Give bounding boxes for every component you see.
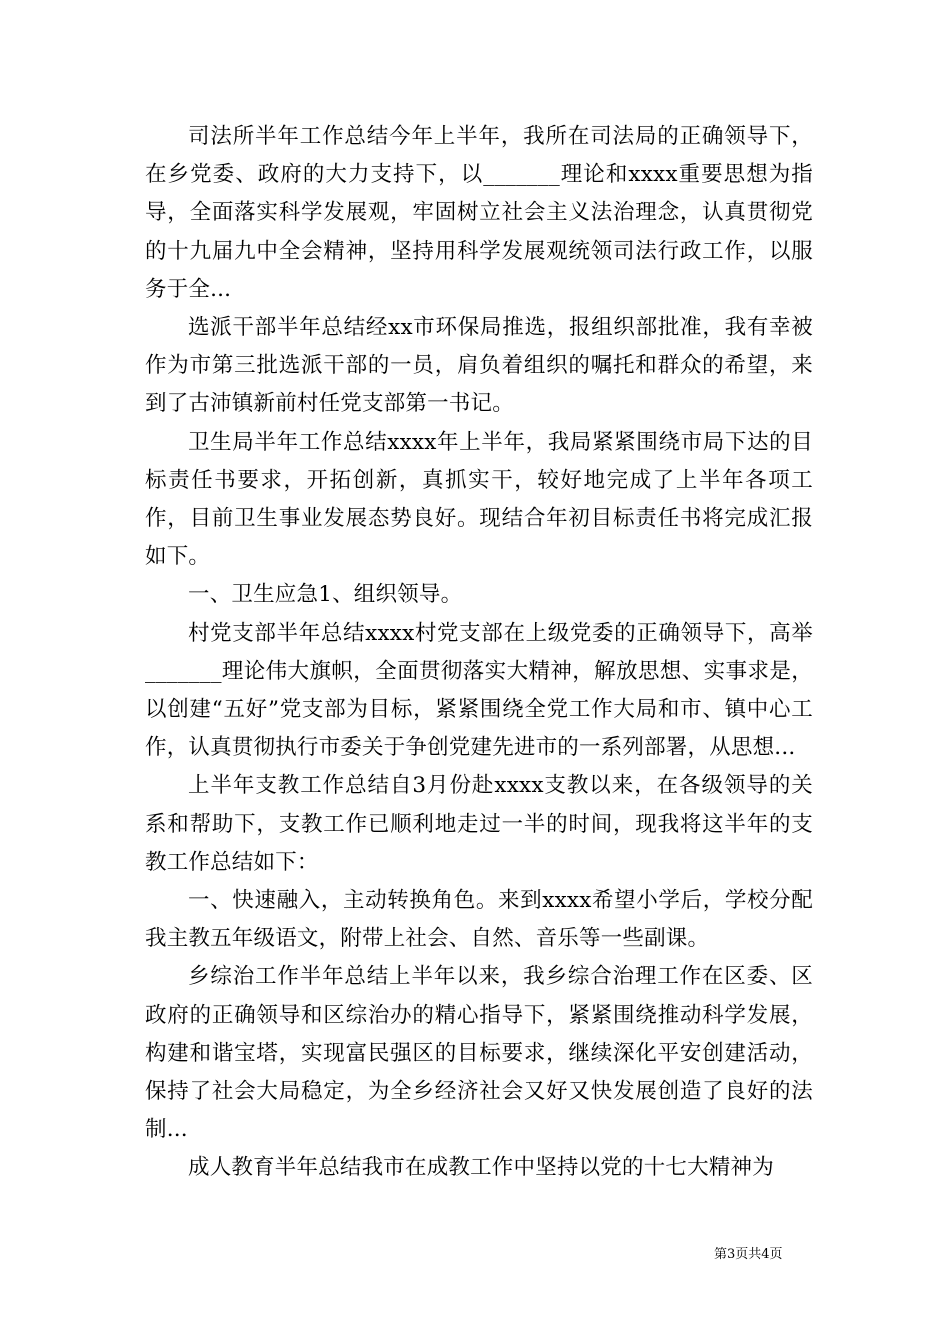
paragraph-adult-education-summary: 成人教育半年总结我市在成教工作中坚持以党的十七大精神为 bbox=[188, 1155, 774, 1181]
paragraph-role-transition: 一、快速融入，主动转换角色。来到xxxx希望小学后，学校分配我主教五年级语文，附带上社会、自然、音乐等一些副课。 bbox=[145, 888, 813, 952]
paragraph-village-party-branch-summary: 村党支部半年总结xxxx村党支部在上级党委的正确领导下，高举_______理论伟大旗帜，全面贯彻落实大精神，解放思想、实事求是，以创建“五好”党支部为目标，紧紧围绕全党工作大局和市、镇中心工作，认真贯彻执行市委关于争创党建先进市的一系列部署，从思想... bbox=[145, 620, 813, 761]
paragraph-health-emergency-heading: 一、卫生应急1、组织领导。 bbox=[188, 582, 463, 608]
paragraph-judicial-office-summary: 司法所半年工作总结今年上半年，我所在司法局的正确领导下，在乡党委、政府的大力支持下，以_______理论和xxxx重要思想为指导，全面落实科学发展观，牢固树立社会主义法治理念，认真贯彻党的十九届九中全会精神，坚持用科学发展观统领司法行政工作，以服务于全... bbox=[145, 124, 813, 302]
page-number-footer: 第3页共4页 bbox=[714, 1247, 783, 1262]
paragraph-health-bureau-summary: 卫生局半年工作总结xxxx年上半年，我局紧紧围绕市局下达的目标责任书要求，开拓创新，真抓实干，较好地完成了上半年各项工作，目前卫生事业发展态势良好。现结合年初目标责任书将完成汇报如下。 bbox=[145, 429, 813, 570]
paragraph-teaching-support-summary: 上半年支教工作总结自3月份赴xxxx支教以来，在各级领导的关系和帮助下，支教工作已顺利地走过一半的时间，现我将这半年的支教工作总结如下： bbox=[145, 773, 813, 875]
paragraph-comprehensive-governance-summary: 乡综治工作半年总结上半年以来，我乡综合治理工作在区委、区政府的正确领导和区综治办的精心指导下，紧紧围绕推动科学发展，构建和谐宝塔，实现富民强区的目标要求，继续深化平安创建活动，保持了社会大局稳定，为全乡经济社会又好又快发展创造了良好的法制... bbox=[145, 964, 813, 1143]
paragraph-selected-cadre-summary: 选派干部半年总结经xx市环保局推选，报组织部批准，我有幸被作为市第三批选派干部的一员，肩负着组织的嘱托和群众的希望，来到了古沛镇新前村任党支部第一书记。 bbox=[145, 315, 813, 417]
document-body bbox=[145, 118, 813, 1188]
